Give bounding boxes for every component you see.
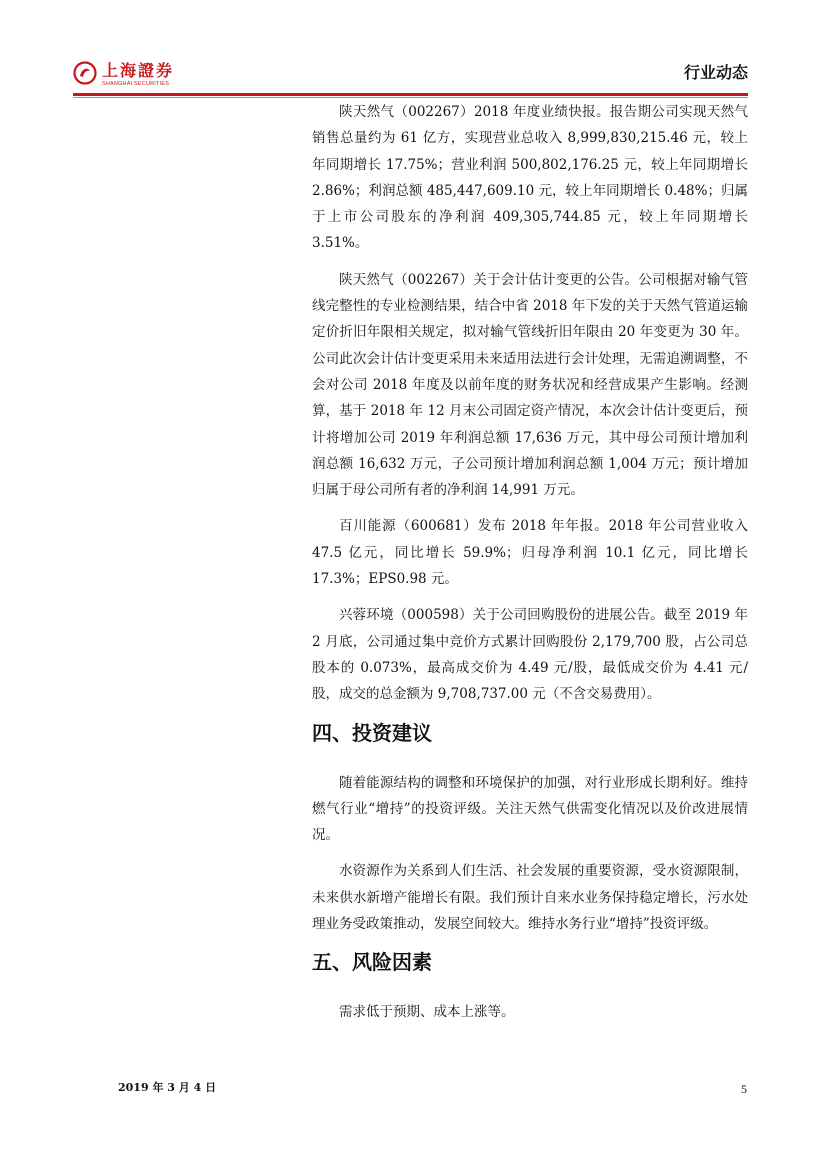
paragraph-gas-rating: 随着能源结构的调整和环境保护的加强，对行业形成长期利好。维持燃气行业“增持”的投资评级。关注天然气供需变化情况以及价改进展情况。 [312, 774, 748, 844]
report-type-label: 行业动态 [683, 63, 748, 82]
paragraph-shaan-gas-accounting: 陕天然气（002267）关于会计估计变更的公告。公司根据对输气管线完整性的专业检测结果，结合中省 2018 年下发的关于天然气管道运输定价折旧年限相关规定，拟对输气管线折旧年限由 20 年变更为 30 年。公司此次会计估计变更采用未来适用法进行会计处理，无需追溯调整，不会对公司 2018 年度及以前年度的财务状况和经营成果产生影响。经测算，基于 2018 年 12 月末公司固定资产情况，本次会计估计变更后，预计将增加公司 2019 年利润总额 17,636 万元，其中母公司预计增加利润总额 16,632 万元，子公司预计增加利润总额 1,004 万元；预计增加归属于母公司所有者的净利润 14,991 万元。 [312, 271, 748, 499]
paragraph-risks: 需求低于预期、成本上涨等。 [339, 1004, 515, 1021]
logo-emblem-icon [73, 61, 97, 85]
header-divider-red [73, 93, 748, 96]
header-divider-gray [73, 97, 748, 98]
paragraph-shaan-gas-results: 陕天然气（002267）2018 年度业绩快报。报告期公司实现天然气销售总量约为 61 亿方，实现营业总收入 8,999,830,215.46 元，较上年同期增长 17.75%；营业利润 500,802,176.25 元，较上年同期增长 2.86%；利润总额 485,447,609.10 元，较上年同期增长 0.48%；归属于上市公司股东的净利润 409,305,744.85 元，较上年同期增长 3.51%。 [312, 104, 748, 252]
paragraph-water-rating: 水资源作为关系到人们生活、社会发展的重要资源，受水资源限制，未来供水新增产能增长有限。我们预计自来水业务保持稳定增长，污水处理业务受政策推动，发展空间较大。维持水务行业“增持”投资评级。 [312, 863, 748, 933]
section-heading-risk-factors: 五、风险因素 [312, 950, 432, 975]
page-header [0, 0, 827, 100]
logo-english-name: SHANGHAI SECURITIES [102, 81, 170, 87]
company-logo [73, 61, 174, 95]
main-content [312, 99, 748, 1036]
logo-wordmark [102, 61, 174, 88]
logo-chinese-name: 上海證券 [102, 61, 175, 80]
footer-date: 2019 年 3 月 4 日 [118, 1081, 217, 1094]
section-heading-investment-advice: 四、投资建议 [312, 720, 432, 745]
page-number: 5 [741, 1082, 747, 1096]
paragraph-baichuan-energy: 百川能源（600681）发布 2018 年年报。2018 年公司营业收入 47.5 亿元，同比增长 59.9%；归母净利润 10.1 亿元，同比增长 17.3%；EPS0.98 元。 [312, 518, 748, 588]
paragraph-xingrong-env: 兴蓉环境（000598）关于公司回购股份的进展公告。截至 2019 年 2 月底，公司通过集中竞价方式累计回购股份 2,179,700 股，占公司总股本的 0.073%，最高成交价为 4.49 元/股，最低成交价为 4.41 元/股，成交的总金额为 9,708,737.00 元（不含交易费用）。 [312, 607, 748, 703]
